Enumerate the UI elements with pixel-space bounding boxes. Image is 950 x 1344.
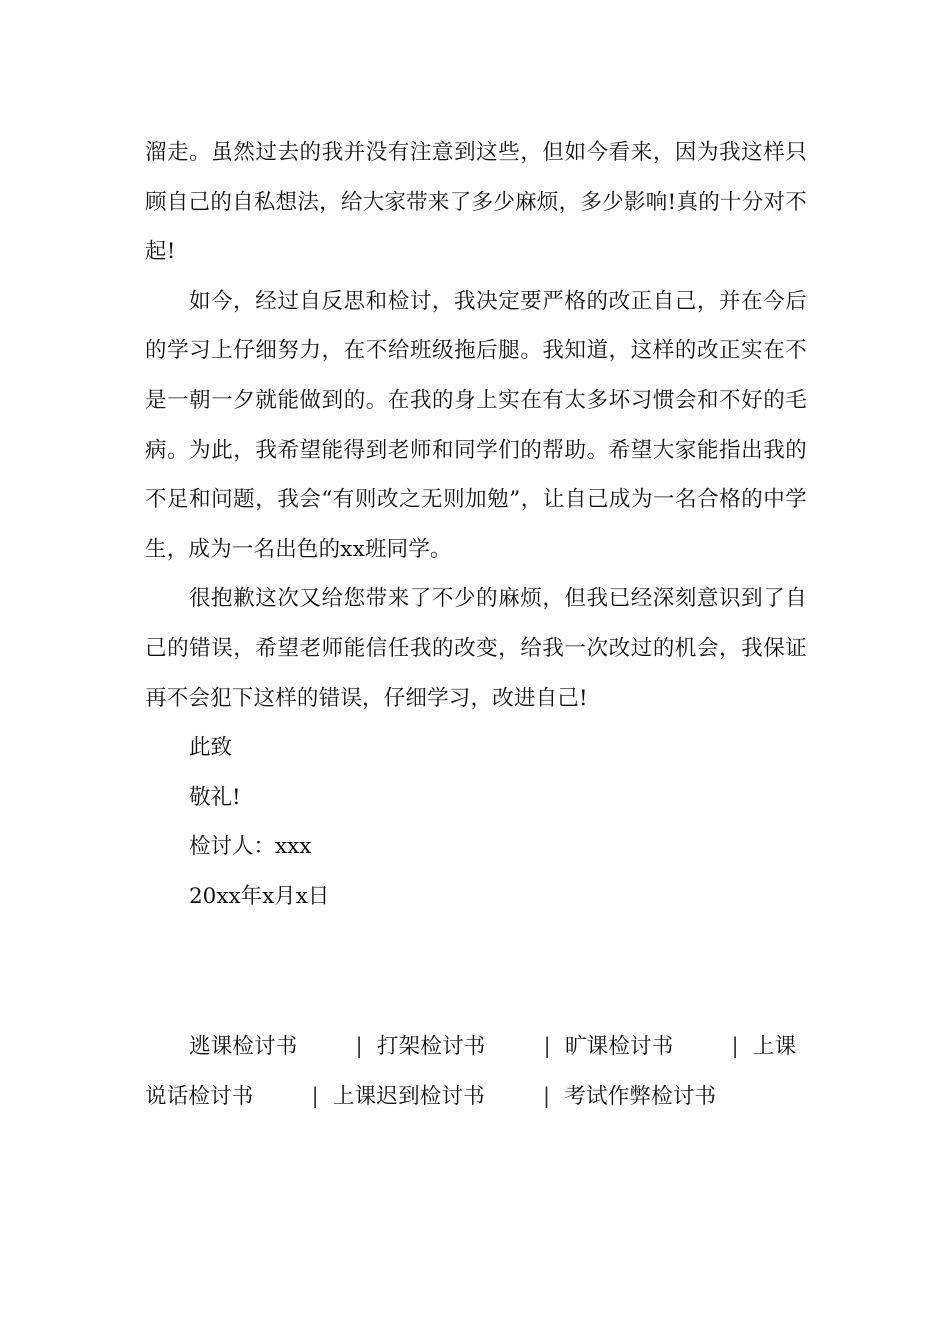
date-line: 20xx年x月x日 [189,883,330,909]
link-truancy-letter[interactable]: 旷课检讨书 [564,1034,674,1059]
link-exam-cheating-letter[interactable]: 考试作弊检讨书 [564,1083,717,1109]
closing-salutation: 此致 [189,735,233,761]
paragraph-resolution: 如今，经过自反思和检讨，我决定要严格的改正自己，并在今后的学习上仔细努力，在不给班级拖后腿。我知道，这样的改正实在不是一朝一夕就能做到的。在我的身上实在有太多坏习惯会和不好的毛病。为此，我希望能得到老师和同学们的帮助。希望大家能指出我的不足和问题，我会“有则改之无则加勉”，让自己成为一名合格的中学生，成为一名出色的xx班同学。 [145,288,807,562]
link-late-to-class-letter[interactable]: 上课迟到检讨书 [332,1083,485,1109]
link-fighting-letter[interactable]: 打架检讨书 [376,1034,486,1059]
link-talking-in-class-letter[interactable]: 上课说话检讨书 [145,1034,797,1109]
paragraph-continuation: 溜走。虽然过去的我并没有注意到这些，但如今看来，因为我这样只顾自己的自私想法，给大家带来了多少麻烦，多少影响!真的十分对不起! [145,140,807,265]
link-separator: | [731,1034,739,1059]
link-separator: | [542,1083,551,1109]
closing-regards: 敬礼! [189,784,241,810]
signer-line: 检讨人：xxx [189,834,312,860]
link-separator: | [355,1034,363,1059]
link-separator: | [543,1034,551,1059]
paragraph-apology: 很抱歉这次又给您带来了不少的麻烦，但我已经深刻意识到了自己的错误，希望老师能信任我的改变，给我一次改过的机会，我保证再不会犯下这样的错误，仔细学习，改进自己! [145,586,807,711]
link-separator: | [311,1083,319,1109]
related-links [145,1022,807,1121]
link-skip-class-letter[interactable]: 逃课检讨书 [189,1034,298,1059]
document-body [145,128,807,922]
